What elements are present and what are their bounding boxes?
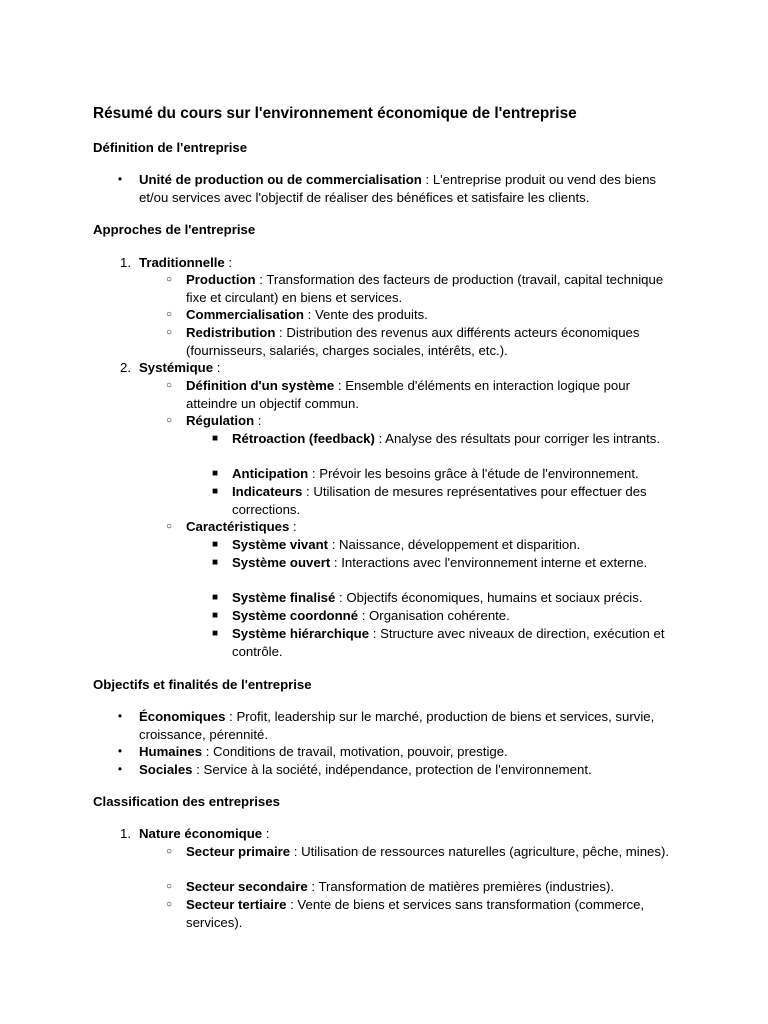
list-item bbox=[211, 554, 682, 572]
item-term: Système finalisé bbox=[232, 590, 336, 605]
item-description: : Prévoir les besoins grâce à l'étude de l'environnement. bbox=[308, 466, 639, 481]
numbered-item bbox=[120, 359, 679, 377]
square-bullet: ■ bbox=[211, 628, 219, 639]
list-item bbox=[165, 412, 682, 430]
list-number: 2. bbox=[120, 360, 131, 375]
list-item bbox=[117, 171, 679, 206]
square-bullet: ■ bbox=[211, 592, 219, 603]
item-description: : Utilisation de ressources naturelles (agriculture, pêche, mines). bbox=[290, 844, 670, 859]
item-description: : Interactions avec l'environnement interne et externe. bbox=[330, 555, 648, 570]
bullet-marker: • bbox=[117, 172, 123, 186]
item-description: : bbox=[262, 826, 270, 841]
square-bullet: ■ bbox=[211, 468, 219, 479]
circle-bullet: ○ bbox=[165, 415, 173, 426]
square-bullet: ■ bbox=[211, 610, 219, 621]
item-description: : Transformation des facteurs de production (travail, capital technique fixe et circulant) en biens et services. bbox=[186, 272, 664, 305]
item-term: Humaines bbox=[139, 744, 203, 759]
item-term: Systémique bbox=[139, 360, 214, 375]
square-bullet: ■ bbox=[211, 433, 219, 444]
item-description: : Utilisation de mesures représentatives pour effectuer des corrections. bbox=[232, 484, 647, 517]
list-item bbox=[211, 483, 682, 518]
bullet-marker: • bbox=[117, 762, 123, 776]
item-term: Nature économique bbox=[139, 826, 263, 841]
item-term: Système vivant bbox=[232, 537, 329, 552]
section-heading-approches: Approches de l'entreprise bbox=[93, 222, 256, 237]
item-term: Système coordonné bbox=[232, 608, 359, 623]
list-item bbox=[211, 625, 682, 660]
list-item bbox=[165, 271, 682, 306]
square-bullet: ■ bbox=[211, 486, 219, 497]
item-term: Économiques bbox=[139, 709, 226, 724]
list-item bbox=[165, 878, 682, 896]
item-term: Définition d'un système bbox=[186, 378, 335, 393]
item-description: : Profit, leadership sur le marché, production de biens et services, survie, croissance, pérennité. bbox=[139, 709, 655, 742]
item-description: : Structure avec niveaux de direction, exécution et contrôle. bbox=[232, 626, 665, 659]
item-term: Traditionnelle bbox=[139, 255, 225, 270]
circle-bullet: ○ bbox=[165, 309, 173, 320]
list-item bbox=[211, 536, 682, 554]
list-item bbox=[117, 708, 679, 743]
section-heading-definition: Définition de l'entreprise bbox=[93, 140, 248, 155]
item-term: Redistribution bbox=[186, 325, 276, 340]
bullet-marker: • bbox=[117, 709, 123, 723]
list-item bbox=[211, 589, 682, 607]
item-description: : Naissance, développement et disparition. bbox=[328, 537, 581, 552]
list-number: 1. bbox=[120, 255, 131, 270]
item-term: Indicateurs bbox=[232, 484, 303, 499]
item-term: Secteur tertiaire bbox=[186, 897, 287, 912]
item-term: Commercialisation bbox=[186, 307, 304, 322]
item-description: : Objectifs économiques, humains et sociaux précis. bbox=[335, 590, 643, 605]
section-heading-classification: Classification des entreprises bbox=[93, 794, 280, 809]
list-item bbox=[117, 743, 679, 761]
item-term: Système ouvert bbox=[232, 555, 331, 570]
item-term: Production bbox=[186, 272, 256, 287]
item-description: : bbox=[254, 413, 262, 428]
section-heading-objectifs: Objectifs et finalités de l'entreprise bbox=[93, 677, 312, 692]
item-term: Sociales bbox=[139, 762, 193, 777]
item-description: : Vente des produits. bbox=[304, 307, 428, 322]
item-description: : bbox=[224, 255, 233, 270]
item-term: Secteur secondaire bbox=[186, 879, 308, 894]
item-description: : L'entreprise produit ou vend des biens et/ou services avec l'objectif de réaliser des bénéfices et satisfaire les clients. bbox=[139, 172, 657, 205]
list-item bbox=[117, 761, 679, 779]
list-item bbox=[165, 377, 682, 412]
bullet-marker: • bbox=[117, 744, 123, 758]
numbered-item bbox=[120, 254, 679, 272]
square-bullet: ■ bbox=[211, 557, 219, 568]
list-item bbox=[165, 306, 682, 324]
item-description: : bbox=[213, 360, 221, 375]
square-bullet: ■ bbox=[211, 539, 219, 550]
list-item bbox=[165, 518, 682, 536]
circle-bullet: ○ bbox=[165, 846, 173, 857]
item-description: : bbox=[289, 519, 297, 534]
list-item bbox=[165, 324, 682, 359]
item-description: : Conditions de travail, motivation, pouvoir, prestige. bbox=[202, 744, 508, 759]
list-number: 1. bbox=[120, 826, 131, 841]
item-description: : Organisation cohérente. bbox=[358, 608, 510, 623]
document-title: Résumé du cours sur l'environnement économique de l'entreprise bbox=[93, 105, 577, 122]
item-term: Unité de production ou de commercialisation bbox=[139, 172, 422, 187]
item-description: : Analyse des résultats pour corriger les intrants. bbox=[374, 431, 661, 446]
list-item bbox=[165, 843, 682, 861]
item-description: : Ensemble d'éléments en interaction logique pour atteindre un objectif commun. bbox=[186, 378, 630, 411]
item-description: : Transformation de matières premières (industries). bbox=[307, 879, 615, 894]
item-description: : Service à la société, indépendance, protection de l'environnement. bbox=[192, 762, 592, 777]
list-item bbox=[211, 465, 682, 483]
circle-bullet: ○ bbox=[165, 521, 173, 532]
circle-bullet: ○ bbox=[165, 881, 173, 892]
item-description: : Vente de biens et services sans transformation (commerce, services). bbox=[186, 897, 645, 930]
list-item bbox=[165, 896, 682, 931]
circle-bullet: ○ bbox=[165, 380, 173, 391]
item-term: Régulation bbox=[186, 413, 255, 428]
circle-bullet: ○ bbox=[165, 274, 173, 285]
list-item bbox=[211, 607, 682, 625]
item-term: Secteur primaire bbox=[186, 844, 291, 859]
item-description: : Distribution des revenus aux différents acteurs économiques (fournisseurs, salariés, charges sociales, intérêts, etc.). bbox=[186, 325, 640, 358]
list-item bbox=[211, 430, 682, 448]
item-term: Anticipation bbox=[232, 466, 309, 481]
circle-bullet: ○ bbox=[165, 899, 173, 910]
item-term: Caractéristiques bbox=[186, 519, 290, 534]
circle-bullet: ○ bbox=[165, 327, 173, 338]
item-term: Rétroaction (feedback) bbox=[232, 431, 375, 446]
item-term: Système hiérarchique bbox=[232, 626, 370, 641]
numbered-item bbox=[120, 825, 679, 843]
